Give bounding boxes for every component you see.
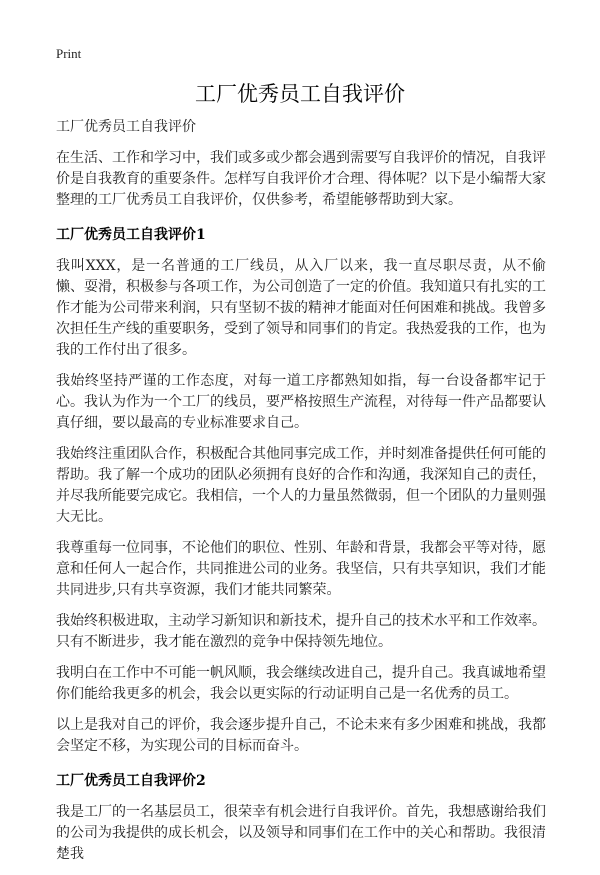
section1-paragraph-2: 我始终坚持严谨的工作态度，对每一道工序都熟知如指，每一台设备都牢记于心。我认为作为一个工厂的线员，要严格按照生产流程，对待每一件产品都要认真仔细，要以最高的专业标准要求自己。 [56, 373, 546, 431]
article-body [56, 117, 546, 875]
page-title: 工厂优秀员工自我评价 [195, 82, 405, 106]
section1-paragraph-6: 我明白在工作中不可能一帆风顺，我会继续改进自己，提升自己。我真诚地希望你们能给我更多的机会，我会以更实际的行动证明自己是一名优秀的员工。 [56, 665, 546, 702]
section2-paragraph-1: 我是工厂的一名基层员工，很荣幸有机会进行自我评价。首先，我想感谢给我们的公司为我提供的成长机会，以及领导和同事们在工作中的关心和帮助。我很清楚我 [56, 804, 546, 862]
section1-paragraph-7: 以上是我对自己的评价，我会逐步提升自己，不论未来有多少困难和挑战，我都会坚定不移，为实现公司的目标而奋斗。 [56, 717, 546, 754]
section1-paragraph-5: 我始终积极进取，主动学习新知识和新技术，提升自己的技术水平和工作效率。只有不断进步，我才能在激烈的竞争中保持领先地位。 [56, 613, 546, 650]
section-heading-2: 工厂优秀员工自我评价2 [56, 773, 206, 789]
intro-paragraph: 在生活、工作和学习中，我们或多或少都会遇到需要写自我评价的情况，自我评价是自我教育的重要条件。怎样写自我评价才合理、得体呢？以下是小编帮大家整理的工厂优秀员工自我评价，仅供参考，希望能够帮助到大家。 [56, 150, 546, 208]
article-subtitle: 工厂优秀员工自我评价 [56, 119, 196, 135]
section1-paragraph-3: 我始终注重团队合作，积极配合其他同事完成工作，并时刻准备提供任何可能的帮助。我了解一个成功的团队必须拥有良好的合作和沟通，我深知自己的责任，并尽我所能要完成它。我相信，一个人的力量虽然微弱，但一个团队的力量则强大无比。 [56, 446, 546, 525]
section-heading-1: 工厂优秀员工自我评价1 [56, 227, 206, 243]
print-link[interactable]: Print [56, 46, 82, 61]
section1-paragraph-1: 我叫XXX，是一名普通的工厂线员，从入厂以来，我一直尽职尽责，从不偷懒、耍滑，积极参与各项工作，为公司创造了一定的价值。我知道只有扎实的工作才能为公司带来利润，只有坚韧不拔的精神才能面对任何困难和挑战。我曾多次担任生产线的重要职务，受到了领导和同事们的肯定。我热爱我的工作，也为我的工作付出了很多。 [56, 258, 546, 358]
section1-paragraph-4: 我尊重每一位同事，不论他们的职位、性别、年龄和背景，我都会平等对待，愿意和任何人一起合作，共同推进公司的业务。我坚信，只有共享知识，我们才能共同进步,只有共享资源，我们才能共同繁荣。 [56, 540, 546, 598]
